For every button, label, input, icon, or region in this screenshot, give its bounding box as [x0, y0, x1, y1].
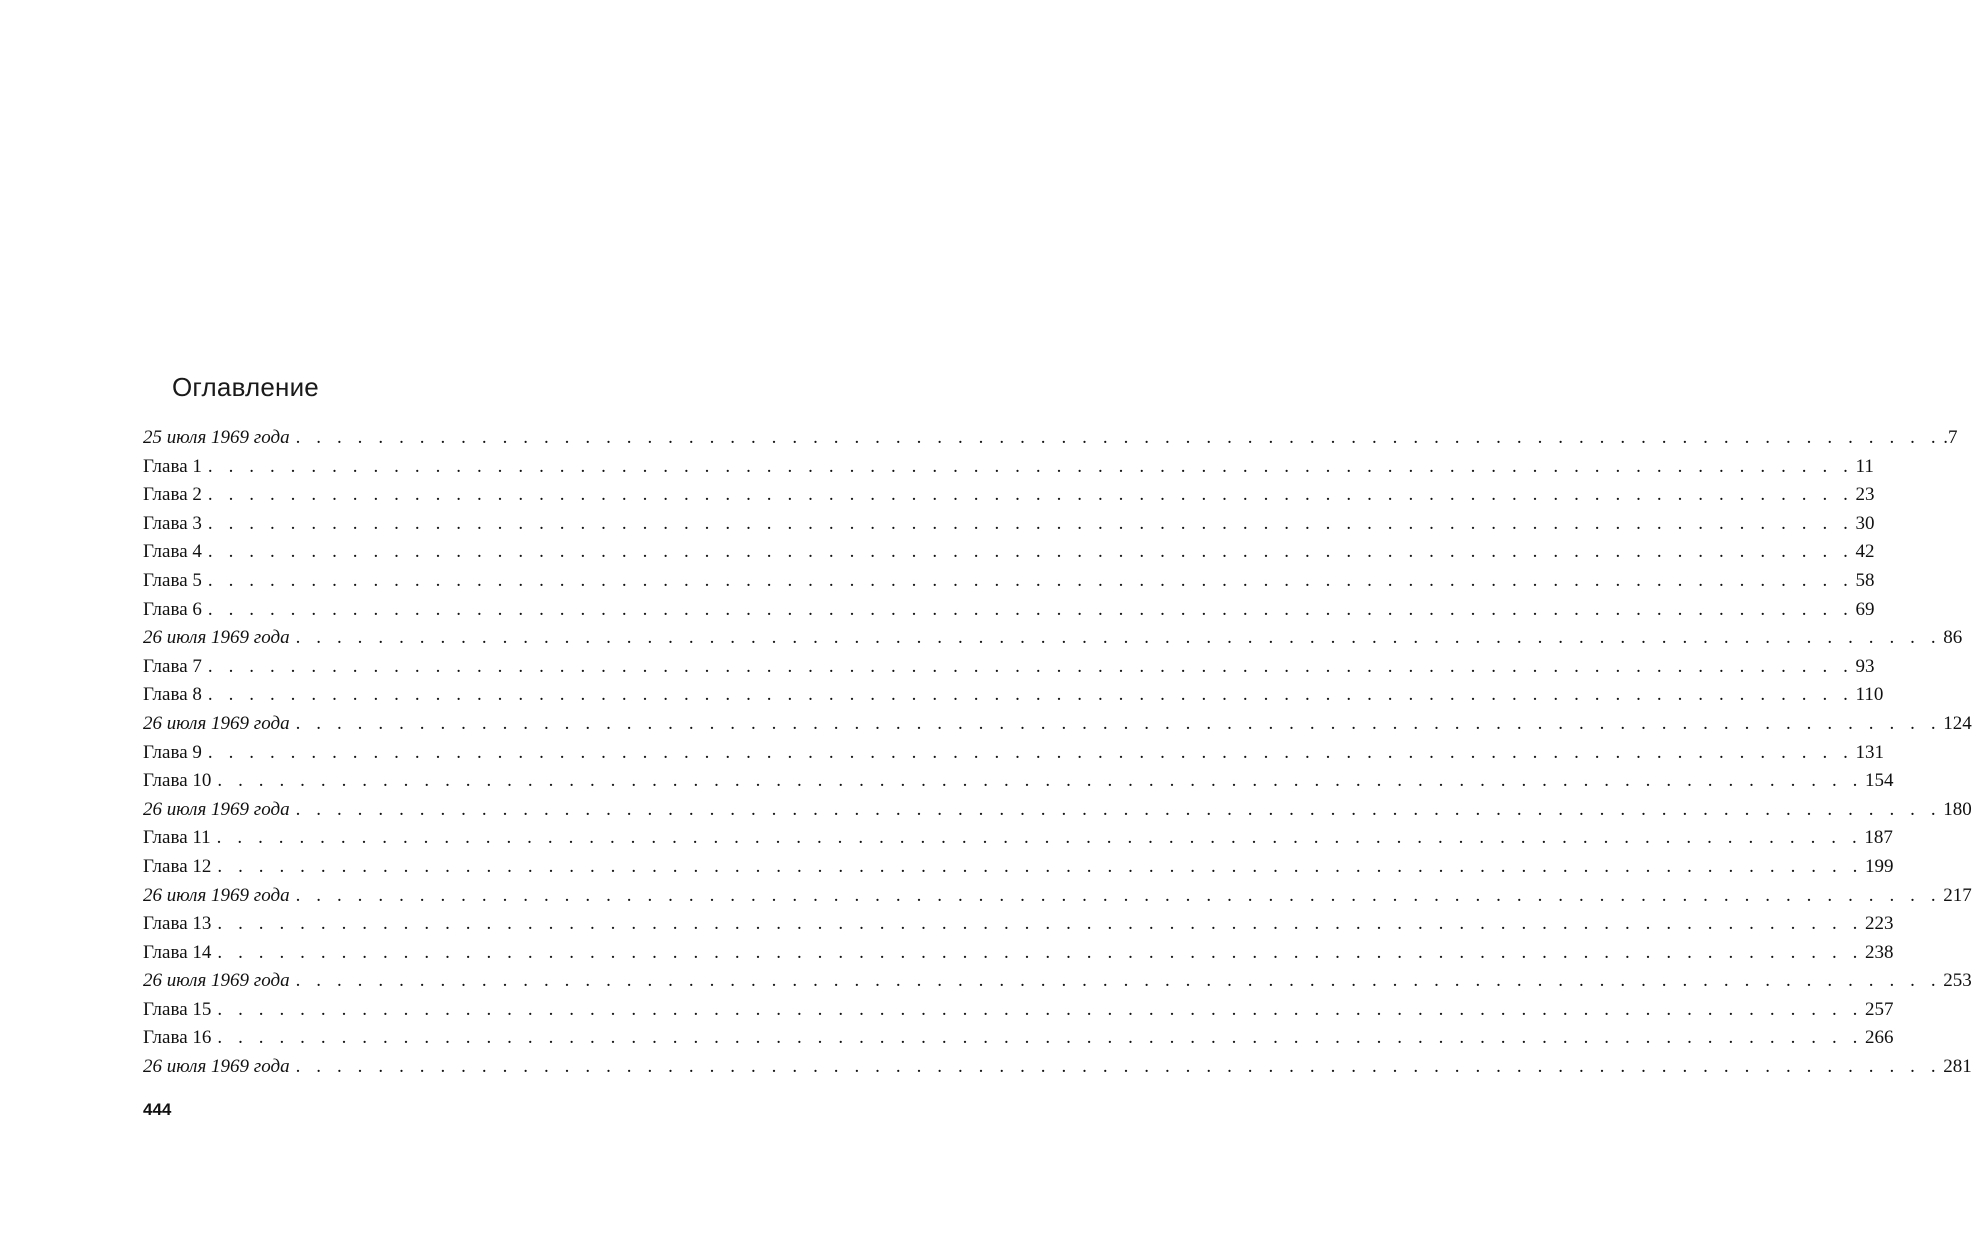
page-number: 444 [143, 1100, 172, 1119]
toc-leader-dots: . . . . . . . . . . . . . . . . . . . . . . . . . . . . . . . . . . . . . . . . . . . . . . . . . . . . . . . . . . . . . . . . . . . . . . . . . . . . . . . . [207, 598, 1854, 620]
toc-entry-label: Глава 1 [143, 455, 202, 477]
toc-entry-page: 281 [1943, 1056, 1972, 1078]
toc-entry-label: Глава 16 [143, 1027, 212, 1049]
toc-entry[interactable] [143, 453, 1874, 482]
toc-entry-label: Глава 3 [143, 512, 202, 534]
toc-leader-dots: . . . . . . . . . . . . . . . . . . . . . . . . . . . . . . . . . . . . . . . . . . . . . . . . . . . . . . . . . . . . . . . . . . . . . . . . . . . . . . . . [207, 569, 1854, 591]
toc-entry-label: 26 июля 1969 года [143, 884, 290, 906]
toc-leader-dots: . . . . . . . . . . . . . . . . . . . . . . . . . . . . . . . . . . . . . . . . . . . . . . . . . . . . . . . . . . . . . . . . . . . . . . . . . . . . . . . . [295, 712, 1942, 734]
toc-entry-label: 26 июля 1969 года [143, 970, 290, 992]
toc-entry[interactable] [143, 767, 1894, 796]
toc-entry[interactable] [143, 596, 1875, 625]
toc-leader-dots: . . . . . . . . . . . . . . . . . . . . . . . . . . . . . . . . . . . . . . . . . . . . . . . . . . . . . . . . . . . . . . . . . . . . . . . . . . . . . . . . [216, 827, 1863, 849]
toc-entry-page: 199 [1865, 855, 1894, 877]
toc-entry-page: 11 [1855, 455, 1874, 477]
toc-entry[interactable] [143, 882, 1972, 911]
table-of-contents [143, 424, 1972, 1082]
toc-entry[interactable] [143, 910, 1894, 939]
toc-leader-dots: . . . . . . . . . . . . . . . . . . . . . . . . . . . . . . . . . . . . . . . . . . . . . . . . . . . . . . . . . . . . . . . . . . . . . . . . . . . . . . . . [295, 798, 1942, 820]
toc-entry-page: 86 [1943, 627, 1963, 649]
toc-leader-dots: . . . . . . . . . . . . . . . . . . . . . . . . . . . . . . . . . . . . . . . . . . . . . . . . . . . . . . . . . . . . . . . . . . . . . . . . . . . . . . . . [295, 627, 1942, 649]
toc-entry-label: 26 июля 1969 года [143, 627, 290, 649]
toc-entry-page: 266 [1865, 1027, 1894, 1049]
toc-entry[interactable] [143, 424, 1958, 453]
toc-entry[interactable] [143, 624, 1963, 653]
toc-leader-dots: . . . . . . . . . . . . . . . . . . . . . . . . . . . . . . . . . . . . . . . . . . . . . . . . . . . . . . . . . . . . . . . . . . . . . . . . . . . . . . . . [217, 998, 1864, 1020]
toc-entry[interactable] [143, 796, 1972, 825]
toc-entry-label: Глава 14 [143, 941, 212, 963]
toc-entry[interactable] [143, 824, 1893, 853]
toc-entry[interactable] [143, 653, 1875, 682]
toc-entry-page: 124 [1943, 712, 1972, 734]
toc-entry[interactable] [143, 739, 1885, 768]
toc-leader-dots: . . . . . . . . . . . . . . . . . . . . . . . . . . . . . . . . . . . . . . . . . . . . . . . . . . . . . . . . . . . . . . . . . . . . . . . . . . . . . . . . [207, 512, 1854, 534]
toc-entry-page: 257 [1865, 998, 1894, 1020]
toc-entry-page: 58 [1855, 569, 1875, 591]
toc-entry-page: 154 [1865, 770, 1894, 792]
toc-leader-dots: . . . . . . . . . . . . . . . . . . . . . . . . . . . . . . . . . . . . . . . . . . . . . . . . . . . . . . . . . . . . . . . . . . . . . . . . . . . . . . . . [217, 941, 1864, 963]
toc-entry-label: Глава 4 [143, 541, 202, 563]
toc-leader-dots: . . . . . . . . . . . . . . . . . . . . . . . . . . . . . . . . . . . . . . . . . . . . . . . . . . . . . . . . . . . . . . . . . . . . . . . . . . . . . . . . [295, 970, 1942, 992]
toc-entry-label: Глава 5 [143, 569, 202, 591]
toc-leader-dots: . . . . . . . . . . . . . . . . . . . . . . . . . . . . . . . . . . . . . . . . . . . . . . . . . . . . . . . . . . . . . . . . . . . . . . . . . . . . . . . . [217, 913, 1864, 935]
toc-entry-page: 187 [1864, 827, 1893, 849]
toc-leader-dots: . . . . . . . . . . . . . . . . . . . . . . . . . . . . . . . . . . . . . . . . . . . . . . . . . . . . . . . . . . . . . . . . . . . . . . . . . . . . . . . . [207, 684, 1854, 706]
toc-entry-page: 131 [1855, 741, 1885, 763]
toc-entry[interactable] [143, 538, 1875, 567]
toc-entry[interactable] [143, 967, 1972, 996]
toc-entry[interactable] [143, 853, 1894, 882]
toc-entry-label: Глава 8 [143, 684, 202, 706]
toc-entry-page: 42 [1855, 541, 1875, 563]
toc-entry-label: Глава 10 [143, 770, 212, 792]
toc-entry-page: 180 [1943, 798, 1972, 820]
toc-entry[interactable] [143, 939, 1894, 968]
toc-leader-dots: . . . . . . . . . . . . . . . . . . . . . . . . . . . . . . . . . . . . . . . . . . . . . . . . . . . . . . . . . . . . . . . . . . . . . . . . . . . . . . . . [207, 484, 1854, 506]
toc-entry-label: Глава 11 [143, 827, 211, 849]
toc-entry-label: Глава 2 [143, 484, 202, 506]
toc-entry-page: 238 [1865, 941, 1894, 963]
toc-entry-page: 30 [1855, 512, 1875, 534]
toc-entry-page: 110 [1855, 684, 1884, 706]
toc-entry-label: 25 июля 1969 года [143, 427, 290, 448]
toc-entry-page: 223 [1865, 913, 1894, 935]
toc-entry-page: 93 [1855, 655, 1875, 677]
toc-leader-dots: . . . . . . . . . . . . . . . . . . . . . . . . . . . . . . . . . . . . . . . . . . . . . . . . . . . . . . . . . . . . . . . . . . . . . . . . . . . . . . . . [295, 884, 1942, 906]
toc-leader-dots: . . . . . . . . . . . . . . . . . . . . . . . . . . . . . . . . . . . . . . . . . . . . . . . . . . . . . . . . . . . . . . . . . . . . . . . . . . . . . . . . [217, 855, 1864, 877]
toc-entry-label: Глава 15 [143, 998, 212, 1020]
toc-entry-label: Глава 9 [143, 741, 202, 763]
toc-leader-dots: . . . . . . . . . . . . . . . . . . . . . . . . . . . . . . . . . . . . . . . . . . . . . . . . . . . . . . . . . . . . . . . . . . . . . . . . . . . . . . . . [217, 1027, 1864, 1049]
toc-entry[interactable] [143, 681, 1884, 710]
toc-entry-label: Глава 7 [143, 655, 202, 677]
toc-leader-dots: . . . . . . . . . . . . . . . . . . . . . . . . . . . . . . . . . . . . . . . . . . . . . . . . . . . . . . . . . . . . . . . . . . . . . . . . . . . . . . . . [207, 455, 1854, 477]
toc-leader-dots: . . . . . . . . . . . . . . . . . . . . . . . . . . . . . . . . . . . . . . . . . . . . . . . . . . . . . . . . . . . . . . . . . . . . . . . . . . . . . . . . [207, 655, 1854, 677]
toc-entry-page: 69 [1855, 598, 1875, 620]
toc-entry-page: .7 [1943, 427, 1958, 448]
toc-entry[interactable] [143, 1053, 1972, 1082]
toc-entry-label: Глава 13 [143, 913, 212, 935]
toc-entry[interactable] [143, 567, 1875, 596]
toc-entry-label: 26 июля 1969 года [143, 1056, 290, 1078]
toc-leader-dots: . . . . . . . . . . . . . . . . . . . . . . . . . . . . . . . . . . . . . . . . . . . . . . . . . . . . . . . . . . . . . . . . . . . . . . . . . . . . . . . . [217, 770, 1864, 792]
page-title: Оглавление [172, 372, 319, 402]
toc-entry-page: 253 [1943, 970, 1972, 992]
toc-leader-dots: . . . . . . . . . . . . . . . . . . . . . . . . . . . . . . . . . . . . . . . . . . . . . . . . . . . . . . . . . . . . . . . . . . . . . . . . . . . . . . . . [295, 1056, 1942, 1078]
toc-entry-label: Глава 6 [143, 598, 202, 620]
toc-entry-page: 23 [1855, 484, 1875, 506]
toc-leader-dots: . . . . . . . . . . . . . . . . . . . . . . . . . . . . . . . . . . . . . . . . . . . . . . . . . . . . . . . . . . . . . . . . . . . . . . . . . . . . . . . . [207, 741, 1854, 763]
toc-entry-label: Глава 12 [143, 855, 212, 877]
toc-entry-page: 217 [1943, 884, 1972, 906]
toc-entry[interactable] [143, 710, 1972, 739]
toc-leader-dots: . . . . . . . . . . . . . . . . . . . . . . . . . . . . . . . . . . . . . . . . . . . . . . . . . . . . . . . . . . . . . . . . . . . . . . . . . . . . . . . . [295, 427, 1942, 448]
toc-entry-label: 26 июля 1969 года [143, 798, 290, 820]
toc-entry[interactable] [143, 1024, 1894, 1053]
toc-entry[interactable] [143, 996, 1894, 1025]
toc-leader-dots: . . . . . . . . . . . . . . . . . . . . . . . . . . . . . . . . . . . . . . . . . . . . . . . . . . . . . . . . . . . . . . . . . . . . . . . . . . . . . . . . [207, 541, 1854, 563]
toc-entry[interactable] [143, 510, 1875, 539]
toc-entry[interactable] [143, 481, 1875, 510]
toc-entry-label: 26 июля 1969 года [143, 712, 290, 734]
